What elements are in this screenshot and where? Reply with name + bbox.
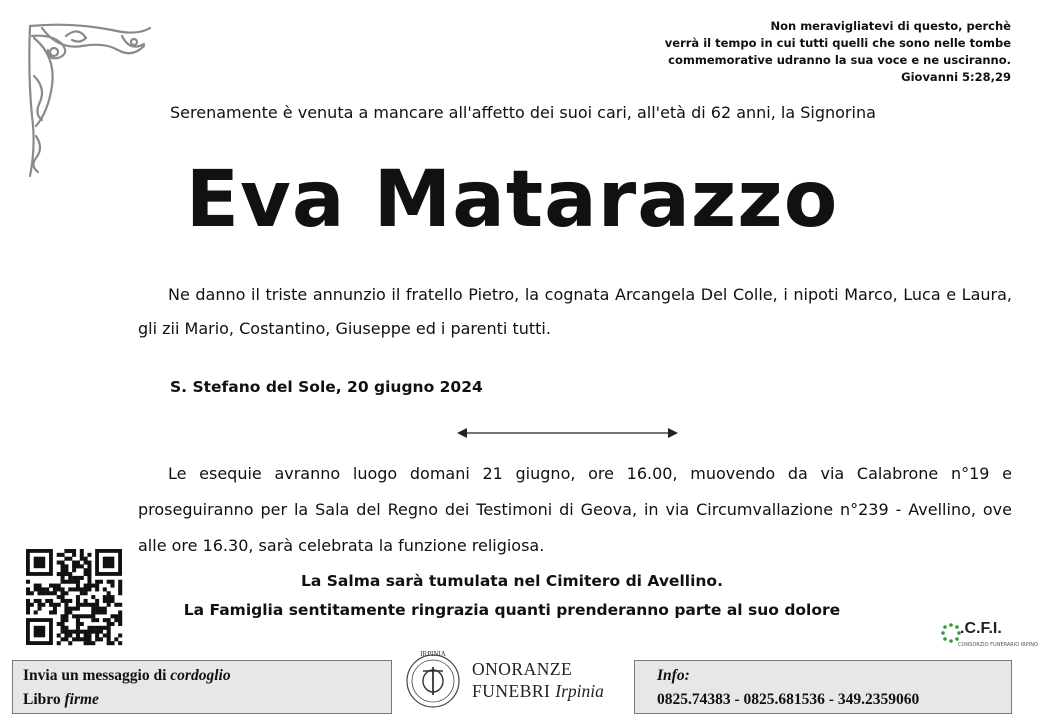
cfi-logo-text: .C.F.I. xyxy=(960,620,1002,637)
scripture-quote xyxy=(591,18,1011,86)
burial-text: La Salma sarà tumulata nel Cimitero di Avellino. xyxy=(301,572,723,590)
quote-line: commemorative udranno la sua voce e ne usciranno. xyxy=(668,53,1011,67)
quote-line: Non meravigliatevi di questo, perchè xyxy=(770,19,1011,33)
quote-line: verrà il tempo in cui tutti quelli che sono nelle tombe xyxy=(664,36,1011,50)
quote-reference: Giovanni 5:28,29 xyxy=(901,70,1011,84)
thanks-text: La Famiglia sentitamente ringrazia quanti prenderanno parte al suo dolore xyxy=(183,601,841,619)
send-condolence-link[interactable]: Invia un messaggio di cordoglio xyxy=(23,667,231,684)
condolence-message-box[interactable] xyxy=(12,660,392,714)
info-box xyxy=(634,660,1012,714)
cfi-logo xyxy=(940,620,1038,652)
cfi-logo-subtitle: CONSORZIO FUNERARIO IRPINO xyxy=(958,642,1038,648)
funeral-home-brand xyxy=(472,658,604,702)
announcement-text: Ne danno il triste annunzio il fratello Pietro, la cognata Arcangela Del Colle, i nipoti Marco, Luca e Laura, gli zii Mario, Costantino, Giuseppe ed i parenti tutti. xyxy=(138,285,1012,338)
deceased-name: Eva Matarazzo xyxy=(185,155,839,245)
cfi-dots-icon xyxy=(940,622,962,644)
funeral-details: Le esequie avranno luogo domani 21 giugno, ore 16.00, muovendo da via Calabrone n°19 e proseguiranno per la Sala del Regno dei Testimoni di Geova, in via Circumvallazione n°239 - Avellino, ove alle ore 16.30, sarà celebrata la funzione religiosa. xyxy=(138,464,1012,555)
funeral-home-logo-icon xyxy=(403,647,463,713)
brand-line1: ONORANZE xyxy=(472,659,573,679)
guestbook-link[interactable]: Libro firme xyxy=(23,691,99,708)
brand-line2: FUNEBRI Irpinia xyxy=(472,681,604,701)
info-label: Info: xyxy=(657,667,690,684)
double-arrow-icon xyxy=(455,425,680,441)
qr-code-icon[interactable] xyxy=(26,549,124,645)
place-date: S. Stefano del Sole, 20 giugno 2024 xyxy=(170,378,483,396)
intro-text: Serenamente è venuta a mancare all'affetto dei suoi cari, all'età di 62 anni, la Signorina xyxy=(170,103,876,122)
phone-numbers[interactable]: 0825.74383 - 0825.681536 - 349.2359060 xyxy=(657,691,920,708)
logo-text: IRPINIA xyxy=(420,650,446,658)
